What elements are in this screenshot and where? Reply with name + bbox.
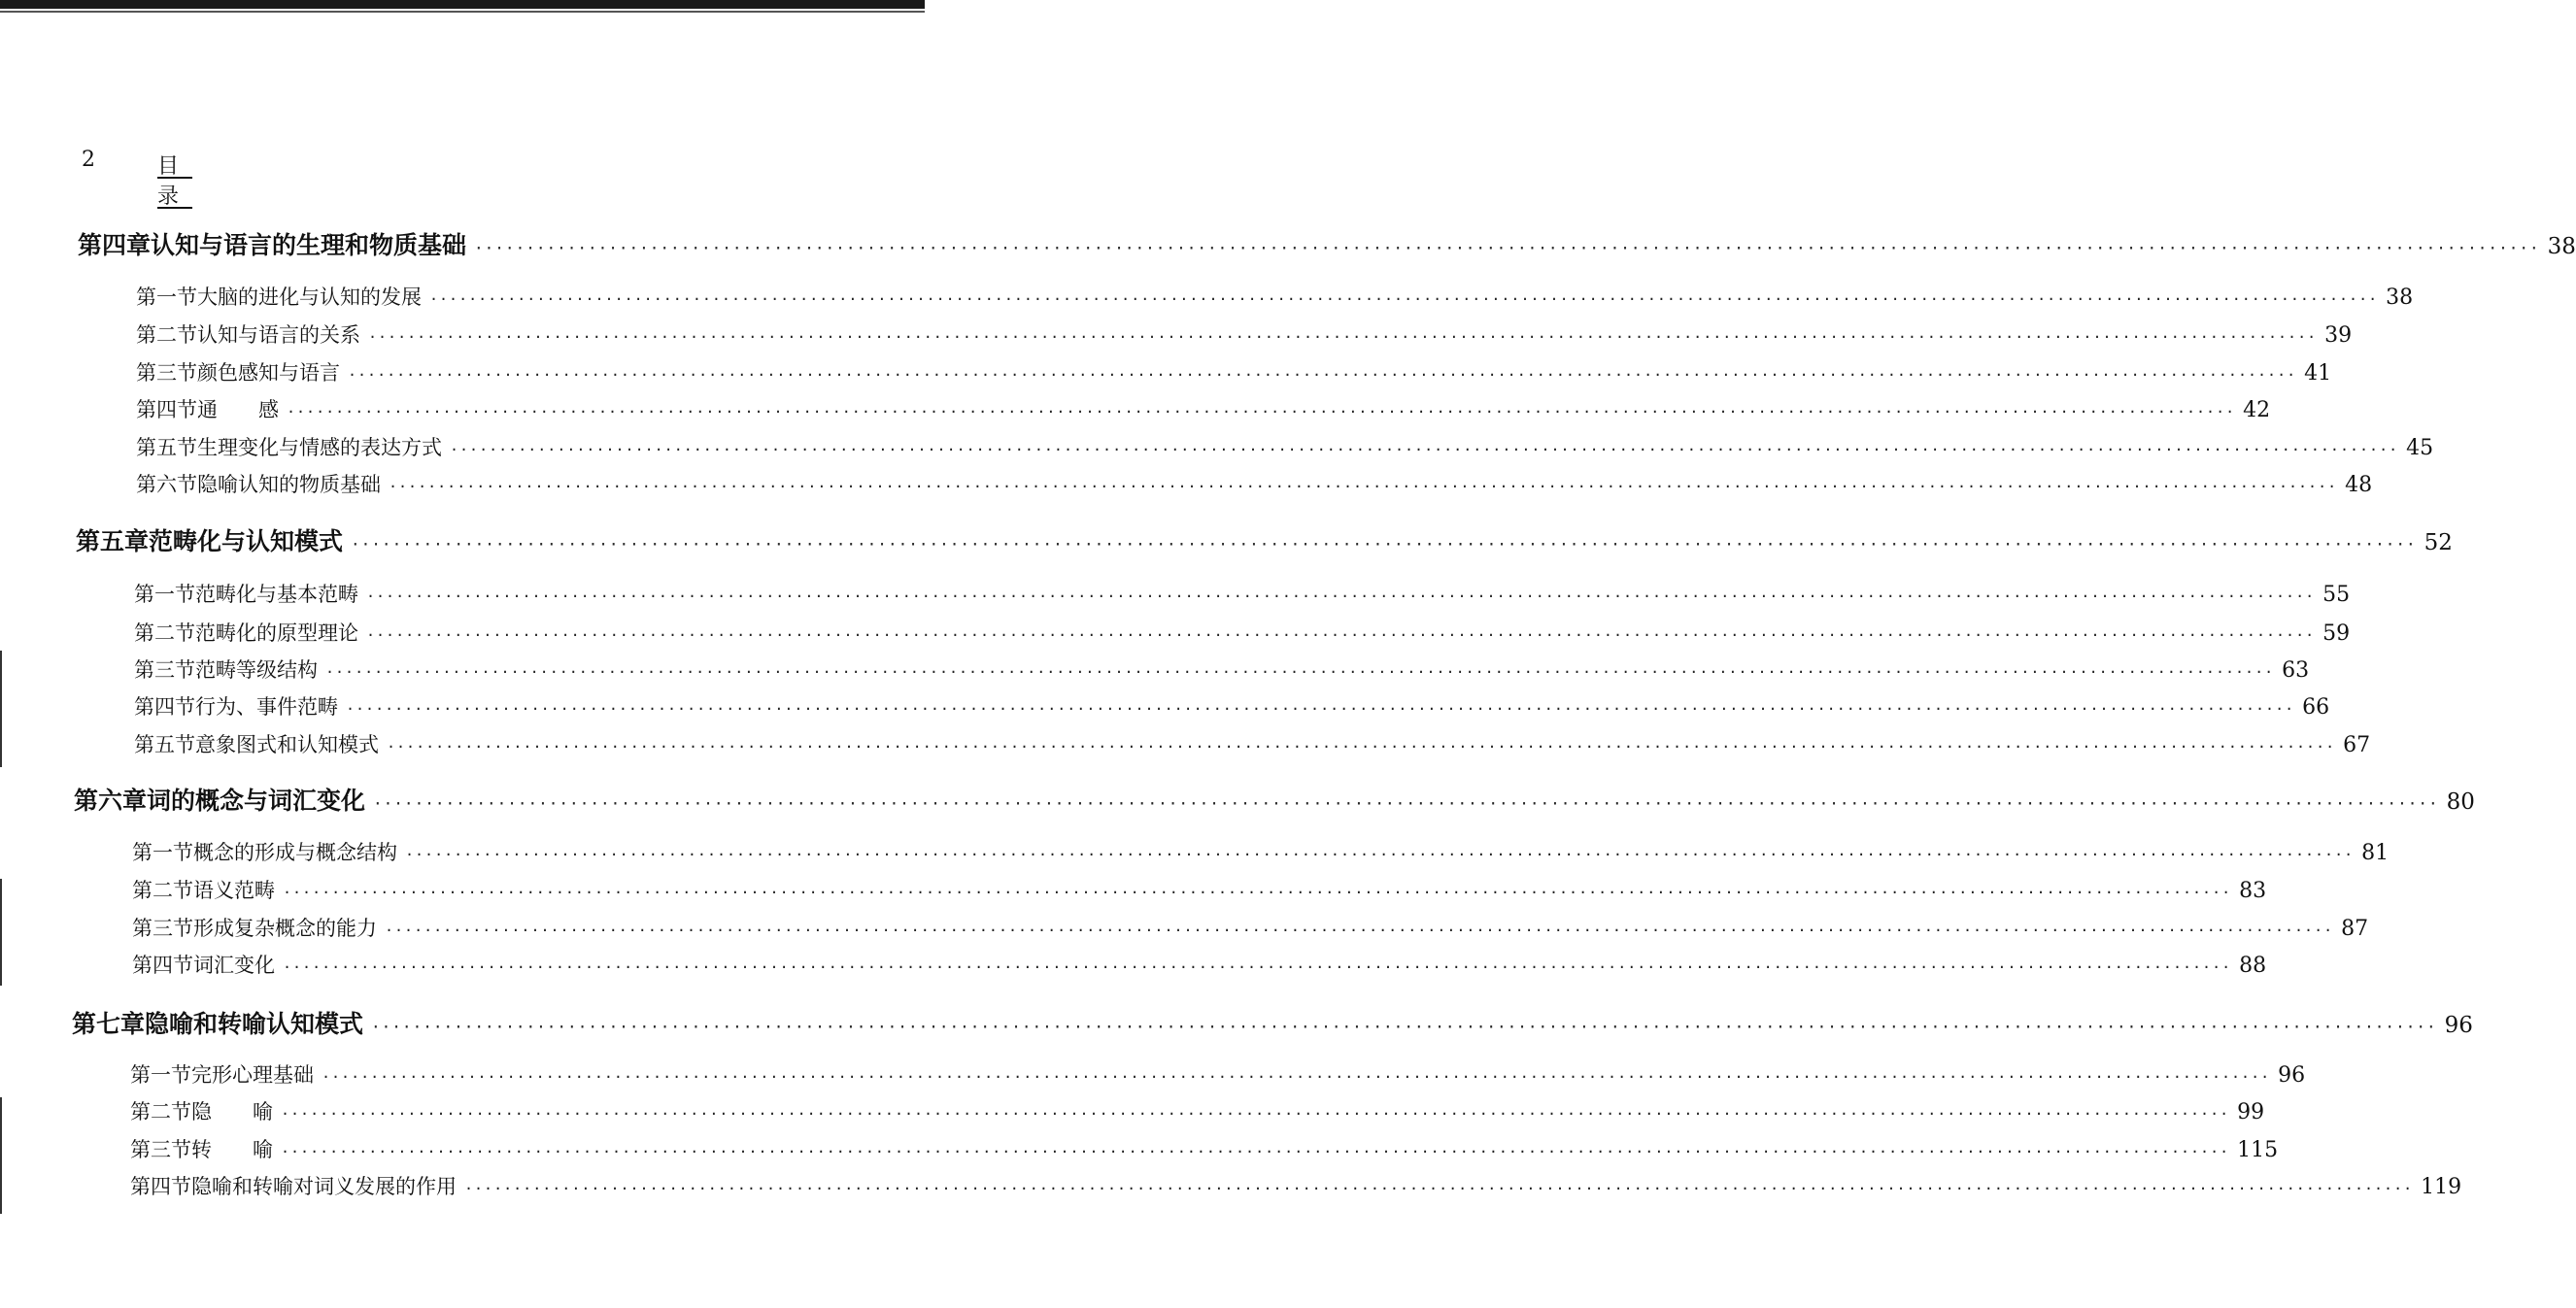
toc-section-row[interactable] [134,729,2371,758]
section-page-number: 42 [2243,398,2271,422]
leader-dots: ········································································································································································································ [373,794,2439,813]
toc-section-row[interactable] [136,469,2373,498]
toc-section-row[interactable] [134,654,2310,684]
section-label: 第一节 [136,285,197,309]
toc-section-row[interactable] [130,1096,2265,1125]
section-page-number: 45 [2406,436,2434,460]
section-title: 隐 喻 [191,1100,273,1124]
leader-dots: ········································································································································································································ [368,328,2318,346]
toc-chapter-row[interactable] [74,782,2475,817]
section-page-number: 88 [2239,954,2267,978]
scan-edge-mark [0,879,2,986]
section-label: 第四节 [136,398,197,421]
section-title: 概念的形成与概念结构 [193,841,397,864]
section-page-number: 38 [2386,285,2414,310]
section-label: 第三节 [130,1138,191,1161]
leader-dots: ········································································································································································································ [351,535,2417,553]
section-label: 第二节 [132,879,193,902]
section-label: 第五节 [134,733,195,756]
toc-section-row[interactable] [134,579,2351,608]
section-page-number: 83 [2239,879,2267,903]
toc-chapter-row[interactable] [78,226,2576,261]
section-title: 转 喻 [191,1138,273,1161]
section-label: 第五节 [136,436,197,459]
leader-dots: ········································································································································································································ [348,366,2297,384]
toc-section-row[interactable] [130,1171,2462,1200]
section-title: 意象图式和认知模式 [195,733,379,756]
section-label: 第二节 [130,1100,191,1124]
toc-section-row[interactable] [136,394,2271,423]
section-title: 完形心理基础 [191,1063,314,1087]
leader-dots: ········································································································································································································ [287,403,2236,420]
section-title: 形成复杂概念的能力 [193,917,377,940]
leader-dots: ········································································································································································································ [283,958,2232,976]
section-page-number: 55 [2322,583,2351,607]
toc-section-row[interactable] [134,618,2351,647]
toc-section-row[interactable] [136,432,2434,461]
section-page-number: 48 [2345,473,2373,497]
section-page-number: 66 [2302,695,2330,720]
section-label: 第四节 [134,695,195,719]
section-label: 第一节 [130,1063,191,1087]
chapter-page-number: 96 [2444,1013,2473,1038]
top-rule [0,0,925,9]
section-label: 第二节 [134,621,195,645]
leader-dots: ········································································································································································································ [371,1018,2437,1036]
section-title: 范畴化与基本范畴 [195,583,358,606]
section-title: 行为、事件范畴 [195,695,338,719]
section-page-number: 81 [2361,841,2390,865]
toc-section-row[interactable] [132,875,2267,904]
chapter-page-number: 80 [2446,789,2475,815]
section-label: 第三节 [136,361,197,385]
leader-dots: ········································································································································································································ [464,1180,2414,1197]
chapter-page-number: 52 [2423,530,2453,555]
leader-dots: ········································································································································································································ [474,239,2540,257]
toc-section-row[interactable] [132,913,2369,942]
section-page-number: 99 [2237,1100,2265,1124]
leader-dots: ········································································································································································································ [346,700,2295,718]
leader-dots: ········································································································································································································ [450,441,2399,458]
leader-dots: ········································································································································································································ [387,738,2336,755]
section-label: 第四节 [130,1175,191,1198]
section-page-number: 41 [2304,361,2332,386]
section-label: 第三节 [134,658,195,682]
section-page-number: 87 [2341,917,2369,941]
section-title: 通 感 [197,398,279,421]
leader-dots: ········································································································································································································ [389,478,2338,495]
page-number: 2 [82,148,95,172]
top-rule-thin [0,11,925,13]
section-page-number: 119 [2421,1175,2462,1199]
chapter-title: 隐喻和转喻认知模式 [145,1010,364,1038]
chapter-title: 认知与语言的生理和物质基础 [151,231,467,259]
toc-section-row[interactable] [136,319,2353,349]
toc-section-row[interactable] [136,282,2414,311]
chapter-title: 词的概念与词汇变化 [147,787,366,815]
leader-dots: ········································································································································································································ [405,846,2355,863]
section-title: 范畴等级结构 [195,658,318,682]
page-title: 目录 [157,154,193,209]
section-page-number: 63 [2282,658,2310,683]
section-label: 第一节 [134,583,195,606]
section-page-number: 39 [2324,323,2353,348]
section-title: 词汇变化 [193,954,275,977]
toc-section-row[interactable] [132,837,2390,866]
section-title: 隐喻和转喻对词义发展的作用 [191,1175,457,1198]
section-title: 生理变化与情感的表达方式 [197,436,442,459]
toc-section-row[interactable] [130,1134,2279,1163]
leader-dots: ········································································································································································································ [281,1143,2230,1160]
scan-edge-mark [0,1097,2,1214]
toc-section-row[interactable] [132,950,2267,979]
chapter-label: 第六章 [74,787,148,815]
section-title: 范畴化的原型理论 [195,621,358,645]
toc-section-row[interactable] [130,1059,2306,1089]
section-page-number: 96 [2278,1063,2306,1088]
section-page-number: 115 [2237,1138,2279,1162]
section-title: 认知与语言的关系 [197,323,360,347]
section-title: 大脑的进化与认知的发展 [197,285,422,309]
chapter-label: 第四章 [78,231,152,259]
chapter-label: 第七章 [72,1010,146,1038]
section-label: 第六节 [136,473,197,496]
section-label: 第四节 [132,954,193,977]
toc-section-row[interactable] [134,691,2330,721]
leader-dots: ········································································································································································································ [322,1068,2271,1086]
leader-dots: ········································································································································································································ [366,626,2316,644]
section-label: 第二节 [136,323,197,347]
toc-chapter-row[interactable] [72,1005,2473,1040]
chapter-title: 范畴化与认知模式 [149,527,344,555]
section-page-number: 59 [2322,621,2351,646]
section-title: 颜色感知与语言 [197,361,340,385]
leader-dots: ········································································································································································································ [429,290,2379,308]
leader-dots: ········································································································································································································ [325,663,2275,681]
toc-section-row[interactable] [136,357,2332,386]
section-label: 第三节 [132,917,193,940]
leader-dots: ········································································································································································································ [281,1105,2230,1123]
chapter-page-number: 38 [2547,234,2576,259]
toc-chapter-row[interactable] [76,522,2453,557]
section-title: 隐喻认知的物质基础 [197,473,381,496]
leader-dots: ········································································································································································································ [385,922,2334,939]
leader-dots: ········································································································································································································ [366,587,2316,605]
section-label: 第一节 [132,841,193,864]
scan-edge-mark [0,651,2,767]
chapter-label: 第五章 [76,527,150,555]
section-title: 语义范畴 [193,879,275,902]
section-page-number: 67 [2343,733,2371,757]
leader-dots: ········································································································································································································ [283,884,2232,901]
